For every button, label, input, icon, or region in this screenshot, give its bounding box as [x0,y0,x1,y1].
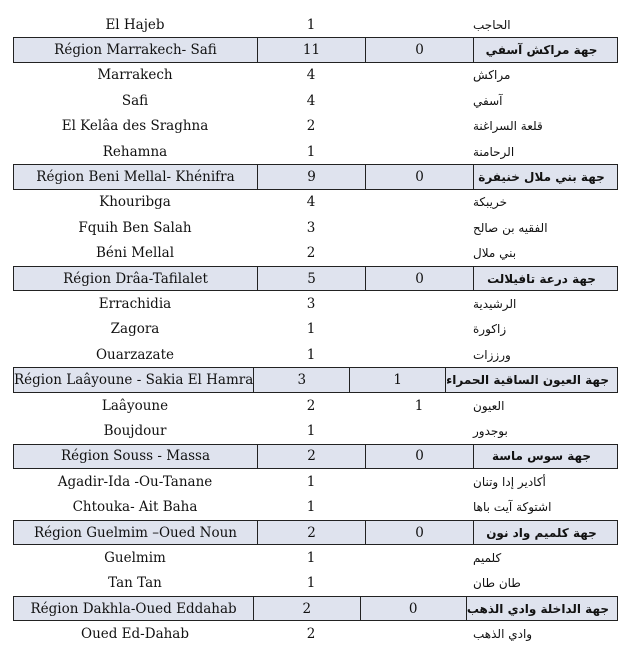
city-row [13,317,618,342]
secondary-count-cell: 1 [414,397,424,414]
secondary-count-cell: 0 [361,597,467,620]
city-row [13,571,618,596]
secondary-count-cell [365,291,473,316]
city-row [13,190,618,215]
name-ar-cell: مراكش [473,68,511,83]
secondary-count-cell [365,12,473,37]
count-cell: 4 [306,194,316,211]
region-row [13,266,618,291]
secondary-count-cell [365,88,473,113]
name-ar-cell: اشتوكة آيت باها [473,500,552,515]
count-cell: 1 [306,422,316,439]
secondary-count-cell [365,621,473,646]
city-row [13,469,618,494]
count-cell: 2 [258,445,366,468]
count-cell: 2 [306,118,316,135]
secondary-count-cell [365,469,473,494]
name-fr-cell: Tan Tan [108,575,162,592]
count-cell: 1 [306,346,316,363]
name-ar-cell: جهة بني ملال خنيفرة [478,170,605,185]
secondary-count-cell: 0 [366,445,474,468]
name-ar-cell: ورززات [473,347,511,362]
secondary-count-cell: 0 [366,165,474,188]
secondary-count-cell [365,139,473,164]
city-row [13,215,618,240]
name-fr-cell: Agadir-Ida -Ou-Tanane [57,473,213,490]
count-cell: 1 [306,575,316,592]
name-fr-cell: Rehamna [102,143,168,160]
name-ar-cell: جهة الداخلة وادي الذهب [466,601,610,616]
name-ar-cell: جهة كلميم واد نون [486,525,597,540]
count-cell: 2 [306,626,316,643]
count-cell: 1 [306,549,316,566]
name-fr-cell: Marrakech [97,67,173,84]
name-fr-cell: Région Laâyoune - Sakia El Hamra [14,368,254,391]
name-ar-cell: قلعة السراغنة [473,119,543,134]
name-fr-cell: Chtouka- Ait Baha [72,499,198,516]
name-ar-cell: جهة مراكش آسفي [485,43,598,58]
count-cell: 3 [306,219,316,236]
secondary-count-cell [365,317,473,342]
name-ar-cell: جهة سوس ماسة [491,449,592,464]
name-ar-cell: آسفي [473,93,503,108]
name-fr-cell: Khouribga [99,194,171,211]
city-row [13,12,618,37]
count-cell: 1 [306,499,316,516]
name-ar-cell: جهة العيون الساقية الحمراء [446,373,609,388]
name-ar-cell: وادي الذهب [473,627,533,642]
city-row [13,494,618,519]
city-row [13,114,618,139]
region-row [13,164,618,189]
region-row [13,444,618,469]
name-ar-cell: بني ملال [473,246,517,261]
name-ar-cell: الرحامنة [473,144,515,159]
name-ar-cell: الرشيدية [473,296,517,311]
count-cell: 2 [258,521,366,544]
count-cell: 2 [306,245,316,262]
count-cell: 3 [306,295,316,312]
name-fr-cell: Errachidia [98,295,172,312]
count-cell: 1 [306,16,316,33]
name-ar-cell: زاكورة [473,322,507,337]
city-row [13,393,618,418]
secondary-count-cell [365,418,473,443]
city-row [13,88,618,113]
name-fr-cell: El Kelâa des Sraghna [61,118,209,135]
region-row [13,37,618,62]
secondary-count-cell: 0 [366,521,474,544]
secondary-count-cell [365,342,473,367]
secondary-count-cell: 0 [366,267,474,290]
count-cell: 11 [258,38,366,61]
secondary-count-cell: 1 [350,368,446,391]
name-fr-cell: Zagora [110,321,160,338]
name-fr-cell: Région Dakhla-Oued Eddahab [14,597,254,620]
secondary-count-cell [365,494,473,519]
name-ar-cell: كلميم [473,550,502,565]
name-fr-cell: El Hajeb [105,16,165,33]
secondary-count-cell [365,545,473,570]
name-fr-cell: Région Beni Mellal- Khénifra [14,165,258,188]
count-cell: 1 [306,473,316,490]
city-row [13,139,618,164]
secondary-count-cell [365,63,473,88]
name-fr-cell: Boujdour [103,422,167,439]
name-ar-cell: جهة درعة تافيلالت [487,271,596,286]
count-cell: 1 [306,321,316,338]
secondary-count-cell [365,114,473,139]
name-ar-cell: بوجدور [473,423,508,438]
city-row [13,621,618,646]
count-cell: 2 [306,397,316,414]
name-ar-cell: أكادير إدا وتنان [473,474,546,489]
count-cell: 4 [306,92,316,109]
name-fr-cell: Fquih Ben Salah [78,219,192,236]
count-cell: 1 [306,143,316,160]
count-cell: 4 [306,67,316,84]
name-fr-cell: Région Drâa-Tafilalet [14,267,258,290]
region-row [13,596,618,621]
name-ar-cell: طان طان [473,576,521,591]
region-row [13,520,618,545]
name-fr-cell: Région Souss - Massa [14,445,258,468]
city-row [13,418,618,443]
name-ar-cell: الفقيه بن صالح [473,220,548,235]
city-row [13,545,618,570]
city-row [13,63,618,88]
count-cell: 2 [254,597,360,620]
count-cell: 3 [254,368,350,391]
name-fr-cell: Ouarzazate [95,346,174,363]
region-row [13,367,618,392]
name-fr-cell: Région Marrakech- Safi [14,38,258,61]
secondary-count-cell [365,215,473,240]
name-fr-cell: Région Guelmim –Oued Noun [14,521,258,544]
regions-table [13,12,618,647]
name-ar-cell: خريبكة [473,195,508,210]
secondary-count-cell [365,190,473,215]
city-row [13,241,618,266]
city-row [13,342,618,367]
count-cell: 9 [258,165,366,188]
name-fr-cell: Laâyoune [101,397,169,414]
count-cell: 5 [258,267,366,290]
name-ar-cell: الحاجب [473,17,511,32]
secondary-count-cell [365,571,473,596]
name-ar-cell: العيون [473,398,505,413]
city-row [13,291,618,316]
name-fr-cell: Béni Mellal [95,245,175,262]
name-fr-cell: Safi [121,92,149,109]
secondary-count-cell [365,241,473,266]
name-fr-cell: Guelmim [104,549,166,566]
name-fr-cell: Oued Ed-Dahab [81,626,189,643]
secondary-count-cell: 0 [366,38,474,61]
